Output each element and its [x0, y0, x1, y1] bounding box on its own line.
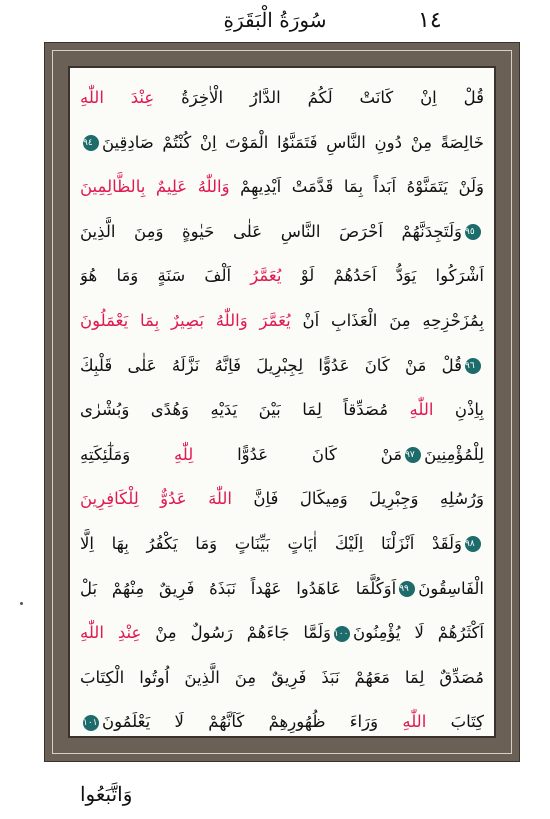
highlighted-text: اللّٰهَ عَدُوٌّ لِلْكَافِرِينَ [80, 489, 232, 509]
verse-text: قُلْ مَنْ كَانَ عَدُوًّا لِجِبْرِيلَ فَاِنَّهُ نَزَّلَهُ عَلٰى قَلْبِكَ [80, 355, 462, 375]
highlighted-text: عِنْدَ اللّٰهِ [80, 88, 155, 107]
highlighted-text: وَاللّٰهُ عَلِيمٌ بِالظَّالِمِينَ [80, 177, 230, 197]
surah-title: سُورَةُ الْبَقَرَةِ [223, 8, 327, 32]
text-line [80, 700, 484, 745]
verse-text: وَرُسُلِهِ وَجِبْرِيلَ وَمِيكَالَ فَاِنَّ [232, 489, 484, 509]
verse-text: اَوَكُلَّمَا عَاهَدُوا عَهْداً نَبَذَهُ فَرِيقٌ مِنْهُمْ بَلْ [80, 578, 397, 598]
text-line [80, 433, 484, 478]
verse-text: مُصَدِّقٌ لِمَا مَعَهُمْ نَبَذَ فَرِيقٌ مِنَ الَّذِينَ اُوتُوا الْكِتَابَ [80, 667, 484, 687]
verse-text: قُلْ اِنْ كَانَتْ لَكُمُ الدَّارُ الْاٰخِرَةُ [154, 88, 484, 107]
ayah-number-marker: ١٠١ [83, 715, 99, 731]
page-header [0, 6, 550, 40]
verse-text: بِاِذْنِ [433, 400, 484, 420]
verse-text: وَلَنْ يَتَمَنَّوْهُ اَبَداً بِمَا قَدَّمَتْ اَيْدِيهِمْ [229, 177, 484, 197]
text-line [80, 611, 484, 656]
verse-text: وَمَلٰٓئِكَتِهِ [80, 444, 174, 464]
highlighted-text: عِنْدِ اللّٰهِ [80, 623, 142, 643]
verse-text: مُصَدِّقاً لِمَا بَيْنَ يَدَيْهِ وَهُدًى وَبُشْرٰى [80, 400, 410, 420]
ayah-number-marker: ٩٥ [465, 224, 481, 240]
text-line [80, 299, 484, 344]
highlighted-text: اللّٰهِ [402, 712, 427, 732]
verse-text: خَالِصَةً مِنْ دُونِ النَّاسِ فَتَمَنَّوُا الْمَوْتَ اِنْ كُنْتُمْ صَادِقِينَ [102, 132, 484, 152]
text-line [80, 388, 484, 433]
text-line [80, 344, 484, 389]
verse-text: بِمُزَحْزِحِهِ مِنَ الْعَذَابِ اَنْ [290, 310, 484, 330]
verse-text: وَلَتَجِدَنَّهُمْ اَحْرَصَ النَّاسِ عَلٰى حَيٰوةٍ وَمِنَ الَّذِينَ [80, 221, 462, 241]
ayah-number-marker: ٩٧ [405, 447, 421, 463]
verse-text: اَكْثَرُهُمْ لَا يُؤْمِنُونَ [352, 623, 484, 643]
verse-text: لِلْمُؤْمِنِينَ [424, 444, 484, 464]
text-line [80, 522, 484, 567]
margin-dot [20, 602, 23, 605]
ayah-number-marker: ٩٤ [83, 135, 99, 151]
text-line [80, 76, 484, 121]
catchword: وَاتَّبَعُوا [80, 782, 133, 806]
highlighted-text: اللّٰهِ [409, 400, 434, 420]
page-number: ١٤ [418, 8, 442, 33]
verse-text: اَشْرَكُوا يَوَدُّ اَحَدُهُمْ لَوْ [281, 266, 484, 286]
text-line [80, 165, 484, 210]
verse-text: كِتَابَ [426, 712, 484, 732]
highlighted-text: لِلّٰهِ [173, 444, 194, 464]
text-line [80, 121, 484, 166]
text-line [80, 210, 484, 255]
text-line [80, 477, 484, 522]
verse-text: وَلَمَّا جَاءَهُمْ رَسُولٌ مِنْ [141, 623, 331, 643]
verse-text: مَنْ كَانَ عَدُوًّا [193, 444, 403, 464]
ayah-number-marker: ١٠٠ [334, 626, 350, 642]
ayah-number-marker: ٩٦ [465, 358, 481, 374]
ayah-number-marker: ٩٨ [465, 536, 481, 552]
text-line [80, 567, 484, 612]
verse-text: الْفَاسِقُونَ [418, 578, 484, 598]
ayah-number-marker: ٩٩ [399, 581, 415, 597]
text-line [80, 254, 484, 299]
quran-text-panel [68, 66, 496, 738]
verse-text: وَلَقَدْ اَنْزَلْنَا اِلَيْكَ اٰيَاتٍ بَيِّنَاتٍ وَمَا يَكْفُرُ بِهَا اِلَّا [80, 533, 462, 553]
verse-text: اَلْفَ سَنَةٍ وَمَا هُوَ [80, 266, 251, 286]
verse-text: وَرَاءَ ظُهُورِهِمْ كَاَنَّهُمْ لَا يَعْلَمُونَ [102, 712, 403, 732]
highlighted-text: يُعَمَّرُ [250, 266, 282, 286]
highlighted-text: يُعَمَّرَ وَاللّٰهُ بَصِيرٌ بِمَا يَعْمَلُونَ [80, 310, 291, 330]
text-line [80, 656, 484, 701]
